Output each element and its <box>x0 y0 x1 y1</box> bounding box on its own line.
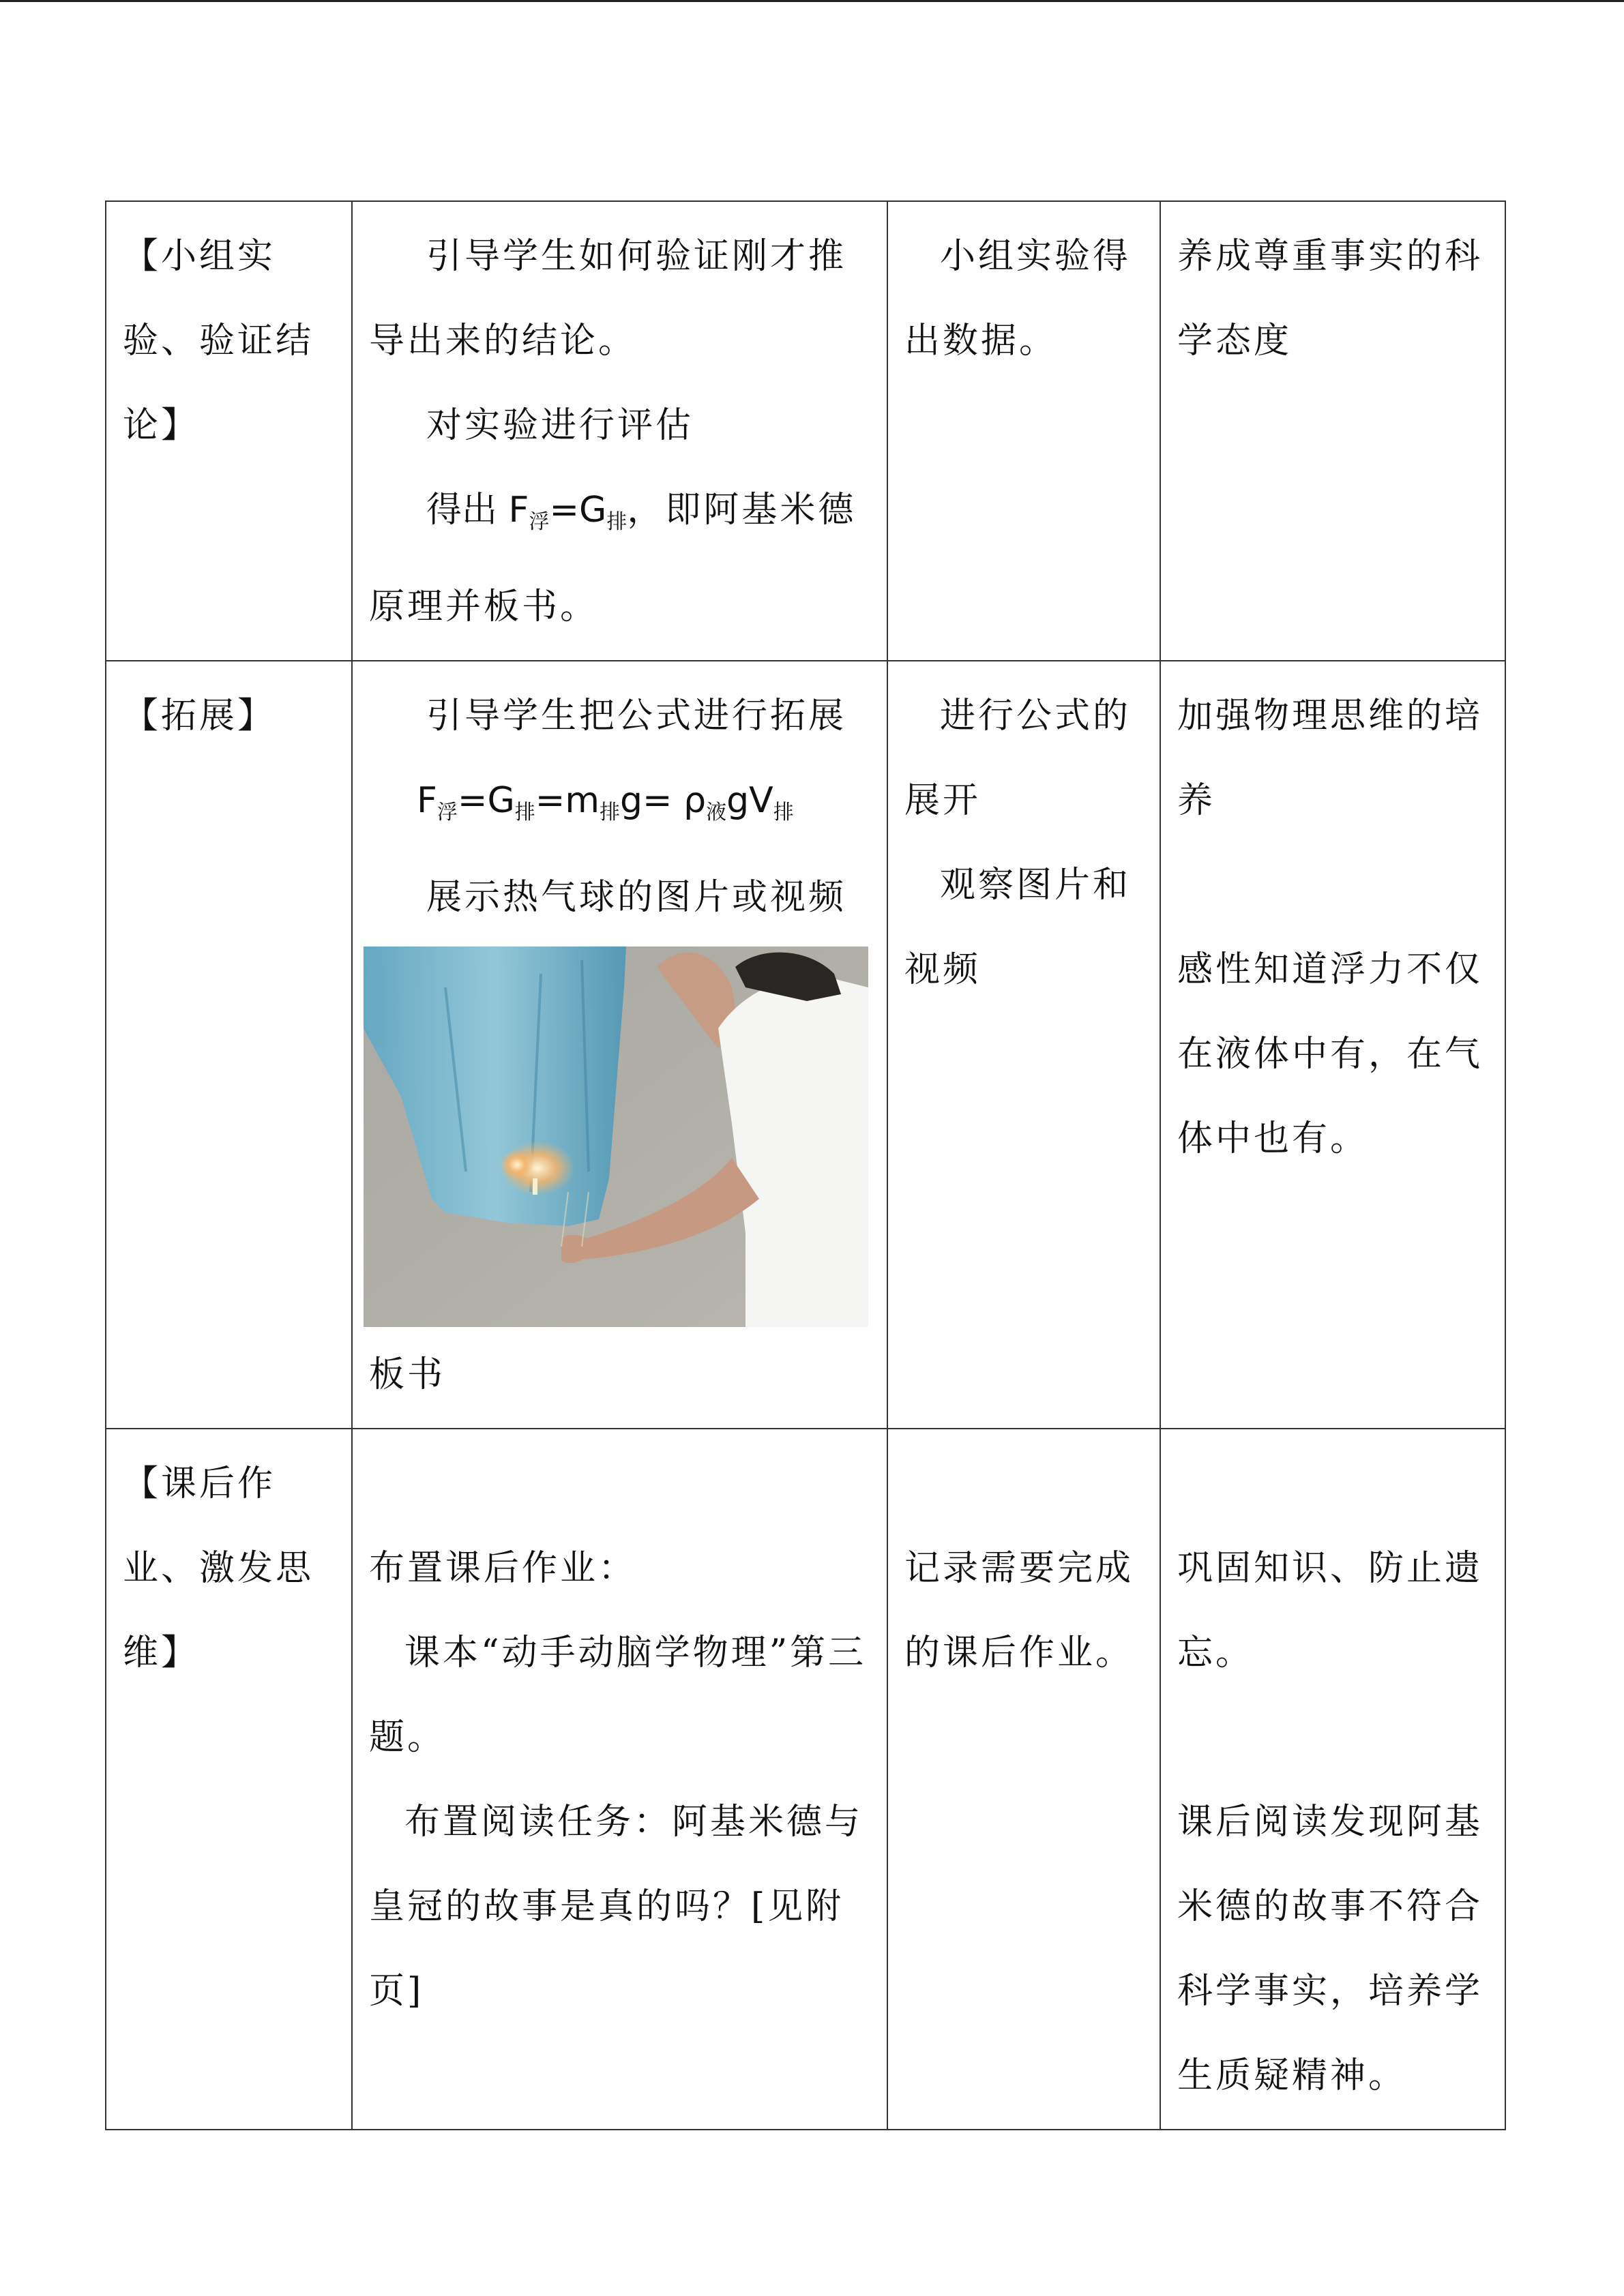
teacher-text: 布置课后作业： <box>369 1548 637 1589</box>
stage-cell <box>106 1429 352 2130</box>
teacher-activity-cell <box>352 661 887 1429</box>
intent-text: 加强物理思维的培养 <box>1177 696 1483 821</box>
stage-label: 【拓展】 <box>123 696 276 736</box>
teacher-text: 展示热气球的图片或视频 <box>426 877 847 918</box>
teacher-text: 布置阅读任务：阿基米德与皇冠的故事是真的吗？[见附页] <box>369 1802 863 2012</box>
teacher-text: 对实验进行评估 <box>426 405 694 446</box>
intent-text: 养成尊重事实的科学态度 <box>1177 236 1483 361</box>
student-activity-cell <box>887 661 1160 1429</box>
student-activity-cell <box>887 1429 1160 2130</box>
intent-text: 巩固知识、防止遗忘。 <box>1177 1548 1483 1673</box>
design-intent-cell <box>1160 661 1505 1429</box>
buoyancy-formula: $F_浮=G_排=m_排g= \rho_液gV_排$ <box>417 780 794 824</box>
student-text: 观察图片和视频 <box>904 865 1132 990</box>
lesson-plan-table <box>105 200 1506 2130</box>
student-text: 记录需要完成的课后作业。 <box>904 1548 1134 1673</box>
student-text: 小组实验得出数据。 <box>904 236 1132 361</box>
sky-lantern-photo <box>364 946 868 1327</box>
intent-text: 课后阅读发现阿基米德的故事不符合科学事实，培养学生质疑精神。 <box>1177 1802 1483 2096</box>
teacher-text: 课本“动手动脑学物理”第三题。 <box>369 1632 867 1758</box>
stage-label: 【小组实验、验证结论】 <box>123 236 314 446</box>
design-intent-cell <box>1160 1429 1505 2130</box>
stage-cell <box>106 661 352 1429</box>
stage-cell <box>106 201 352 661</box>
table-row-homework <box>106 1429 1505 2130</box>
student-activity-cell <box>887 201 1160 661</box>
intent-text: 感性知道浮力不仅在液体中有，在气体中也有。 <box>1177 949 1483 1159</box>
page-top-border <box>0 0 1624 2</box>
stage-label: 【课后作业、激发思维】 <box>123 1463 314 1673</box>
table-row-group-experiment <box>106 201 1505 661</box>
teacher-activity-cell <box>352 1429 887 2130</box>
teacher-activity-cell <box>352 201 887 661</box>
design-intent-cell <box>1160 201 1505 661</box>
teacher-text: 板书 <box>369 1354 446 1395</box>
teacher-text-formula: 得出 $F_浮=G_排$，即阿基米德原理并板书。 <box>369 490 857 627</box>
teacher-text: 引导学生把公式进行拓展 <box>426 696 847 736</box>
teacher-text: 引导学生如何验证刚才推导出来的结论。 <box>369 236 847 361</box>
table-row-extension <box>106 661 1505 1429</box>
student-text: 进行公式的展开 <box>904 696 1132 821</box>
